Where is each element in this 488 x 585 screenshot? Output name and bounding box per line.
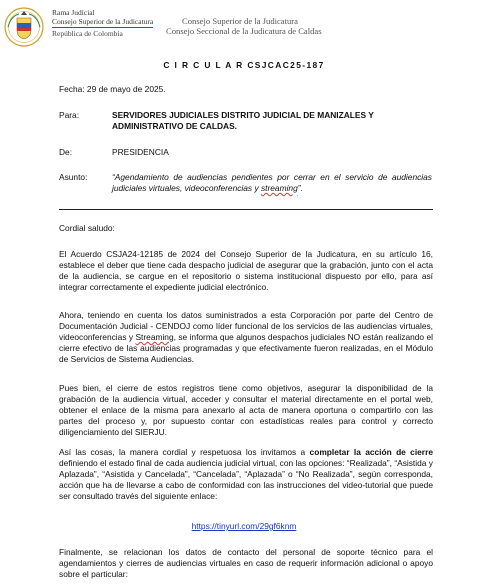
greeting: Cordial saludo: [59, 223, 115, 233]
tutorial-link[interactable]: https://tinyurl.com/29gf6knm [191, 521, 297, 531]
rama-judicial-text: Rama Judicial [52, 8, 95, 17]
branch-name-block [52, 9, 153, 39]
asunto-text-a: “Agendamiento de audiencias pendientes por cerrar en el servicio de audiencias judiciales virtuales, videoconferencias y [112, 172, 432, 193]
asunto-streaming-word: streaming [260, 183, 298, 193]
date-line: Fecha: 29 de mayo de 2025. [59, 84, 166, 94]
asunto-label: Asunto: [59, 172, 88, 182]
para-label: Para: [59, 110, 80, 120]
paragraph-2 [59, 310, 433, 365]
paragraph-2-text-a: Ahora, teniendo en cuenta los datos suministrados a esta Corporación por parte del Centro de Documentación Judicial - CENDOJ como líder funcional de los servicios de las audiencias virtuales, videoconferencias y [59, 310, 433, 342]
paragraph-4 [59, 447, 433, 502]
paragraph-2-text-b: , se informa que algunos despachos judiciales NO están realizando el cierre efectivo de las audiencias programadas y que efectivamente fueron realizadas, en el Módulo de Servicios de Sistema Audiencias. [59, 332, 433, 364]
de-label: De: [59, 147, 73, 157]
paragraph-4-text-a: Así las cosas, la manera cordial y respetuosa los invitamos a [59, 447, 310, 457]
de-value: PRESIDENCIA [112, 147, 169, 157]
paragraph-2-streaming-word: Streaming [135, 332, 174, 342]
paragraph-1: El Acuerdo CSJA24-12185 de 2024 del Consejo Superior de la Judicatura, en su artículo 16, establece el deber que tiene cada despacho judicial de asegurar que la grabación, junto con el acta de la audiencia, se cargue en el repositorio o sistema institucional dispuesto por ello, para así integrar correctamente el expediente judicial electrónico. [59, 249, 433, 292]
paragraph-4-text-b: definiendo el estado final de cada audiencia judicial virtual, con las opciones: “Realizada”, “Asistida y Aplazada”, “Asistida y Cancelada”, “Cancelada”, “Aplazada” o “No Realizada”, según corresponda, acción que ha de llevarse a cabo de conformidad con las instrucciones del video-tutorial que puede ser consultado través del siguiente enlace: [59, 458, 433, 501]
para-value: SERVIDORES JUDICIALES DISTRITO JUDICIAL DE MANIZALES Y ADMINISTRATIVO DE CALDAS. [112, 110, 374, 131]
colombia-coat-of-arms-icon [3, 6, 45, 48]
consejo-superior-text: Consejo Superior de la Judicatura [52, 18, 153, 29]
letterhead [0, 0, 488, 52]
divider-line [59, 209, 433, 210]
asunto-text-b: ”. [297, 183, 303, 193]
council-name-block [166, 16, 322, 36]
council-line-1: Consejo Superior de la Judicatura [182, 16, 298, 26]
paragraph-4-bold: completar la acción de cierre [309, 447, 433, 457]
paragraph-3: Pues bien, el cierre de estos registros tiene como objetivos, asegurar la disponibilidad de la grabación de la audiencia virtual, acceder y consultar el material directamente en el portal web, obtener el enlace de la misma para anexarlo al acta de manera oportuna o compartirlo con las partes del proceso y, por supuesto contar con estadísticas reales para control y correcto diligenciamiento del SIERJU. [59, 383, 433, 437]
paragraph-5: Finalmente, se relacionan los datos de contacto del personal de soporte técnico para el agendamientos y cierres de audiencias virtuales en caso de requerir información adicional o apoyo sobre el particular: [59, 547, 433, 579]
republica-text: República de Colombia [52, 29, 123, 38]
council-line-2: Consejo Seccional de la Judicatura de Caldas [166, 26, 322, 36]
asunto-value [112, 172, 432, 194]
circular-title: C I R C U L A R CSJCAC25-187 [163, 60, 325, 70]
